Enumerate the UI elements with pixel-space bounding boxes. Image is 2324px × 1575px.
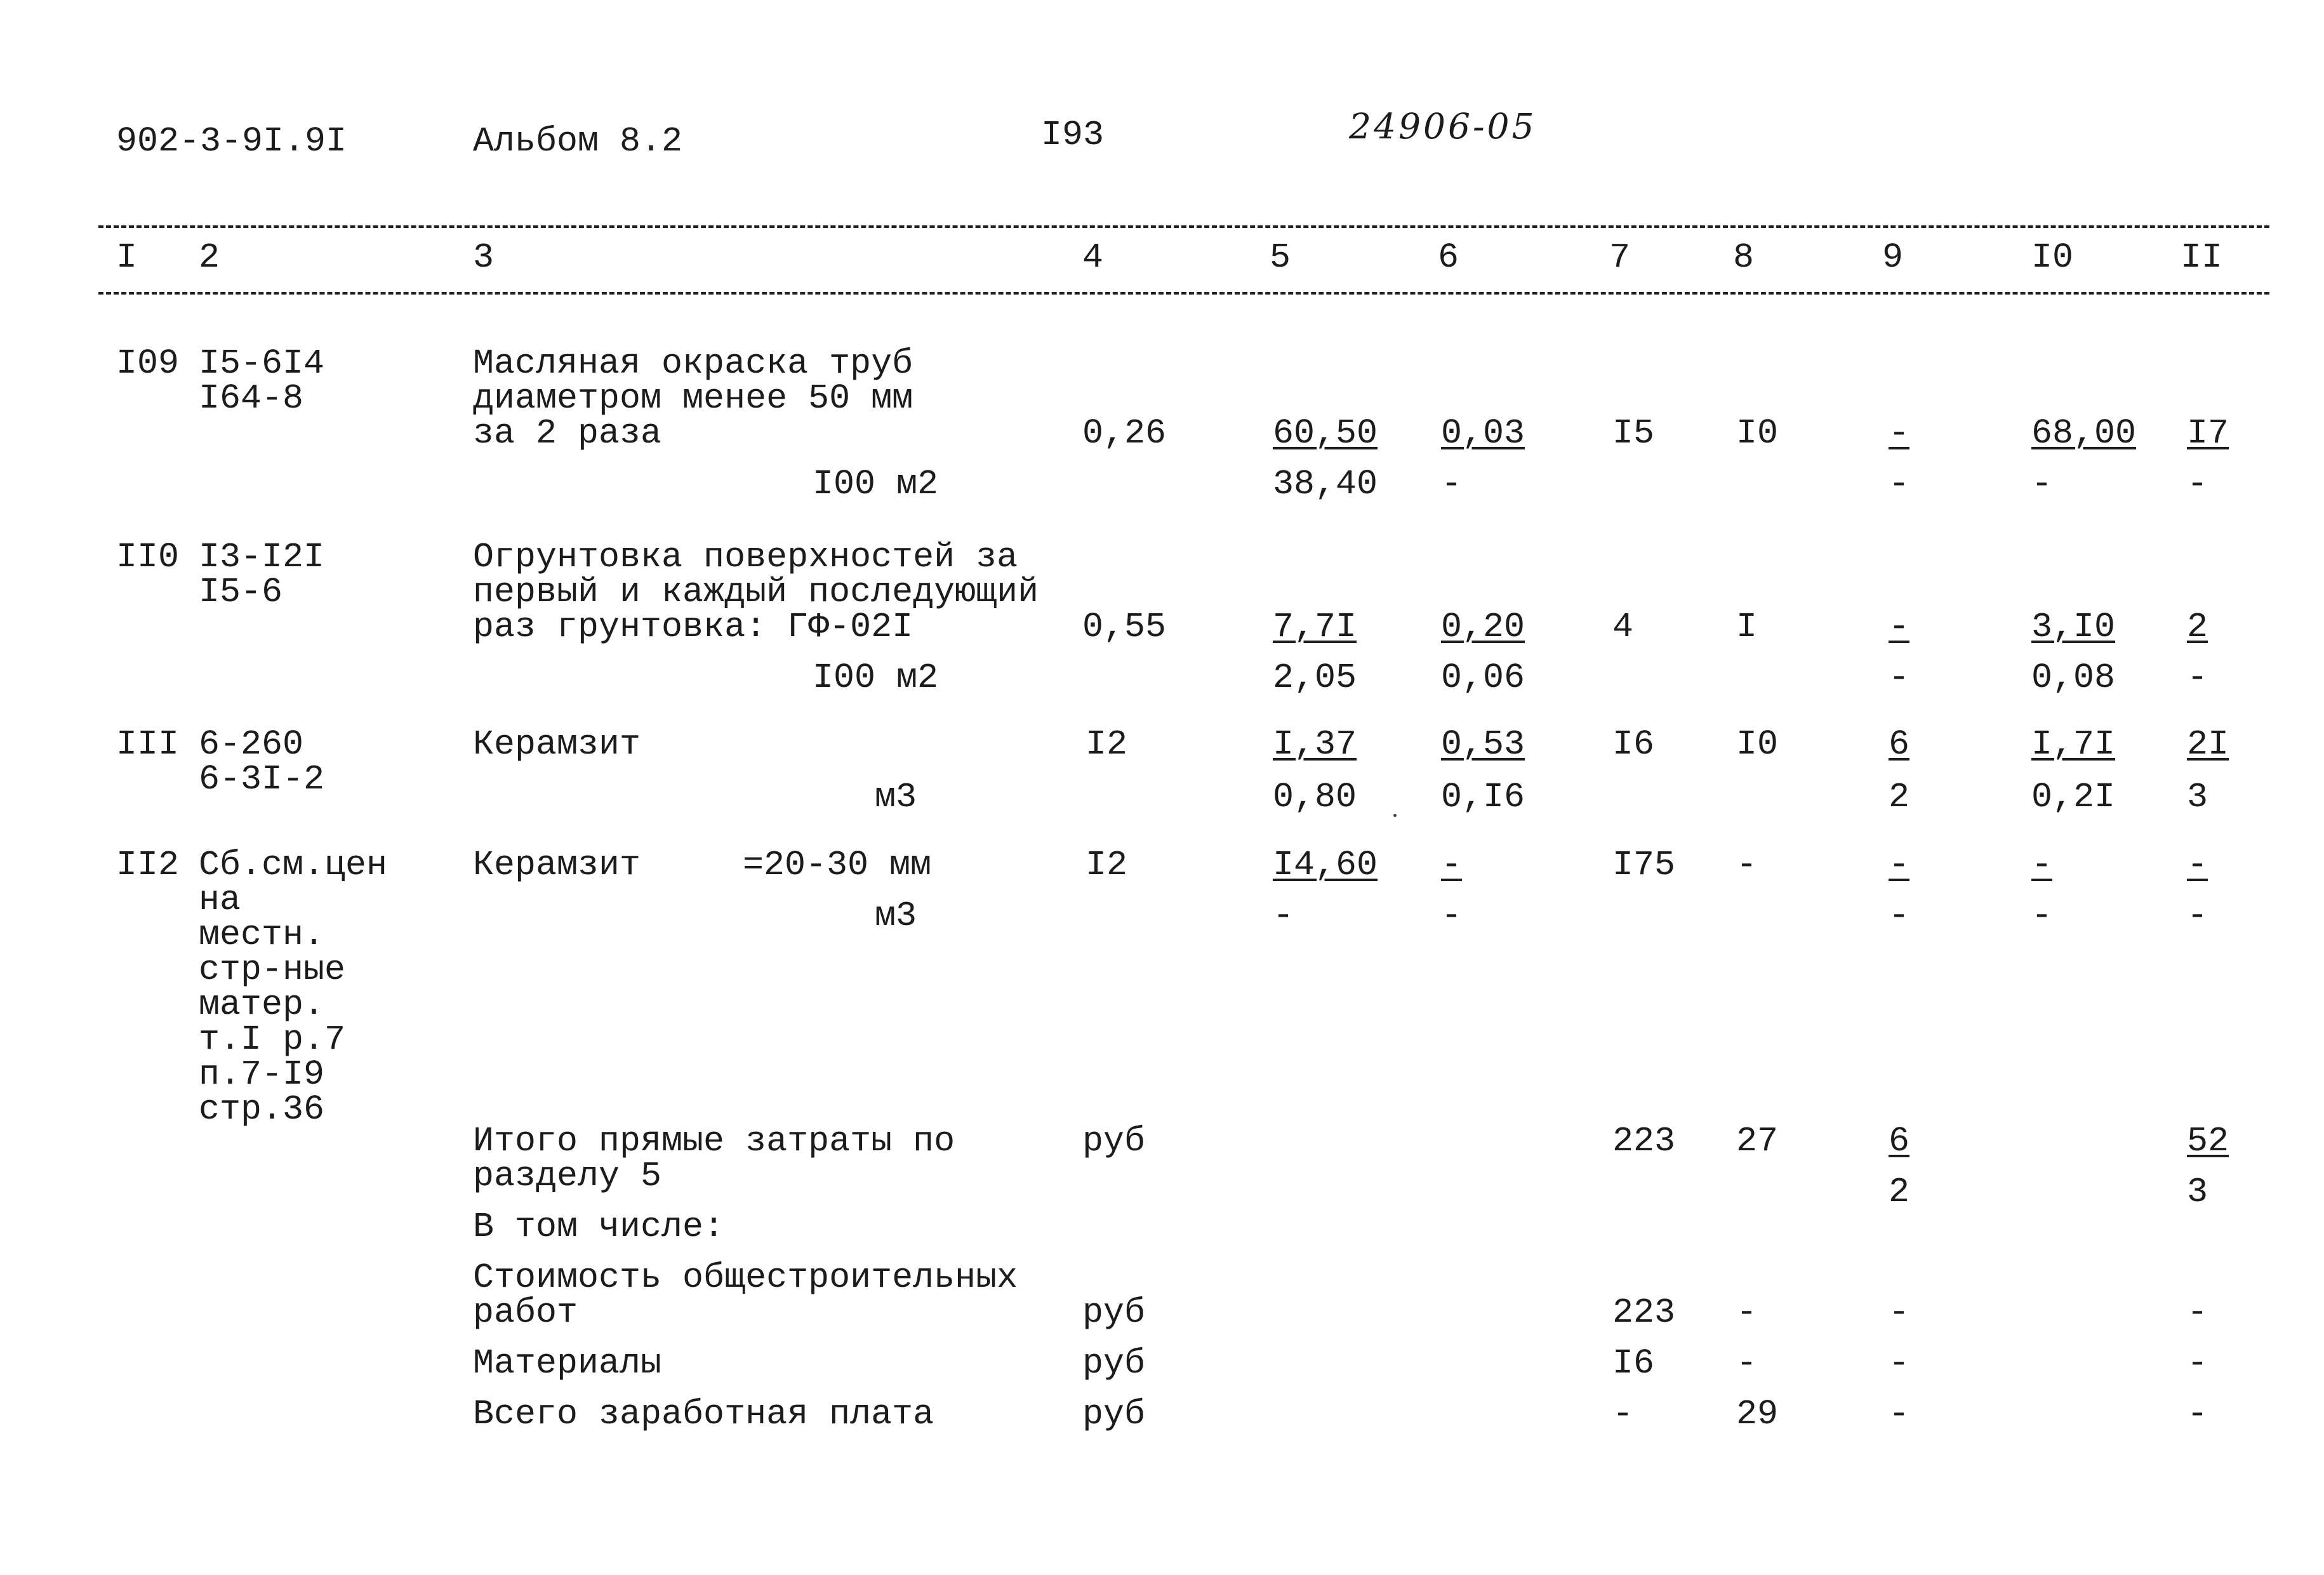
cell-col9-bottom: - [1889,464,1910,504]
totals-col8: 29 [1736,1394,1779,1434]
cell-col10-bottom: 0,08 [2031,658,2116,698]
cell-col5-bottom: 0,80 [1273,777,1357,817]
totals-col7: 223 [1612,1293,1676,1332]
cell-col6-bottom: - [1441,896,1463,936]
cell-col10-top: I,7I [2031,724,2116,764]
cell-col10-bottom: 0,2I [2031,777,2116,817]
cell-col9-top: - [1889,413,1910,453]
handwritten-code: 24906-05 [1349,106,1537,147]
column-header: I [116,237,138,277]
column-header: 6 [1438,237,1459,277]
cell-col6-top: 0,53 [1441,724,1525,764]
cell-col5-top: 7,7I [1273,607,1357,647]
cell-col11-top: - [2187,845,2208,885]
cell-col5-bottom: 38,40 [1273,464,1378,504]
row-description: диаметром менее 50 мм [473,378,913,418]
row-quantity: 0,55 [1082,607,1167,647]
cell-col9-bottom: - [1889,896,1910,936]
row-number: I09 [116,343,180,383]
column-header: 2 [199,237,220,277]
cell-col5-top: I4,60 [1273,845,1378,885]
cell-col5-top: 60,50 [1273,413,1378,453]
cell-col8: I0 [1736,413,1779,453]
row-code: стр.36 [199,1089,325,1129]
header-bottom-rule [98,292,2269,295]
scan-speck [1393,814,1397,817]
row-quantity: I2 [1086,845,1128,885]
row-number: II0 [116,537,180,577]
row-quantity: I2 [1086,724,1128,764]
totals-col7: 223 [1612,1121,1676,1161]
row-description: Огрунтовка поверхностей за [473,537,1018,577]
column-header: 4 [1082,237,1104,277]
row-code: стр-ные [199,950,346,990]
totals-col11-top: 52 [2187,1121,2229,1161]
cell-col6-bottom: 0,I6 [1441,777,1525,817]
cell-col5-bottom: 2,05 [1273,658,1357,698]
row-unit: I00 м2 [813,464,939,504]
totals-col9: - [1889,1394,1910,1434]
row-code: 6-260 [199,724,304,764]
cell-col10-bottom: - [2031,464,2053,504]
row-number: III [116,724,180,764]
cell-col10-top: 68,00 [2031,413,2137,453]
totals-col11: - [2187,1293,2208,1332]
totals-col7: - [1612,1394,1634,1434]
totals-col11-bottom: 3 [2187,1172,2208,1212]
cell-col6-bottom: 0,06 [1441,658,1525,698]
totals-col9: - [1889,1293,1910,1332]
row-code: I3-I2I [199,537,325,577]
row-unit: I00 м2 [813,658,939,698]
row-code: на [199,880,241,920]
row-code: местн. [199,915,325,955]
row-description: Керамзит [473,845,641,885]
totals-label: Всего заработная плата [473,1394,934,1434]
cell-col6-bottom: - [1441,464,1463,504]
cell-col8: I [1736,607,1758,647]
cell-col9-top: - [1889,845,1910,885]
row-number: II2 [116,845,180,885]
cell-col6-top: 0,03 [1441,413,1525,453]
including-label: В том числе: [473,1207,725,1247]
totals-col9-bottom: 2 [1889,1172,1910,1212]
row-description: за 2 раза [473,413,662,453]
row-code: I5-6 [199,572,283,612]
row-code: I64-8 [199,378,304,418]
totals-col8: - [1736,1343,1758,1383]
totals-label: работ [473,1293,578,1332]
totals-col11: - [2187,1343,2208,1383]
cell-col10-top: 3,I0 [2031,607,2116,647]
cell-col11-top: 2 [2187,607,2208,647]
cell-col8: I0 [1736,724,1779,764]
cell-col9-bottom: - [1889,658,1910,698]
cell-col5-bottom: - [1273,896,1294,936]
cell-col7: I5 [1612,413,1655,453]
totals-col9-top: 6 [1889,1121,1910,1161]
totals-label: Материалы [473,1343,662,1383]
row-description: первый и каждый последующий [473,572,1039,612]
header-top-rule [98,225,2269,228]
row-description: Масляная окраска труб [473,343,913,383]
column-header: 7 [1609,237,1631,277]
album-label: Альбом 8.2 [473,121,683,161]
row-description: Керамзит [473,724,641,764]
cell-col9-top: - [1889,607,1910,647]
cell-col7: I75 [1612,845,1676,885]
column-header: 8 [1733,237,1755,277]
cell-col11-top: 2I [2187,724,2229,764]
column-header: 3 [473,237,495,277]
column-header: II [2181,237,2223,277]
totals-unit: руб [1082,1121,1146,1161]
row-code: матер. [199,985,325,1025]
totals-col7: I6 [1612,1343,1655,1383]
column-header: 9 [1882,237,1904,277]
row-code: Сб.см.цен [199,845,388,885]
column-header: 5 [1270,237,1291,277]
totals-col8: - [1736,1293,1758,1332]
row-code: 6-3I-2 [199,759,325,799]
cell-col11-bottom: 3 [2187,777,2208,817]
totals-unit: руб [1082,1394,1146,1434]
row-quantity: 0,26 [1082,413,1167,453]
cell-col9-top: 6 [1889,724,1910,764]
cell-col6-top: 0,20 [1441,607,1525,647]
cell-col10-bottom: - [2031,896,2053,936]
row-unit: м3 [875,896,917,936]
cell-col5-top: I,37 [1273,724,1357,764]
row-unit: м3 [875,777,917,817]
document-code: 902-3-9I.9I [116,121,347,161]
row-description: раз грунтовка: ГФ-02I [473,607,913,647]
row-code: т.I р.7 [199,1020,346,1060]
page-number: I93 [1041,115,1105,155]
totals-label: Итого прямые затраты по [473,1121,955,1161]
row-code: I5-6I4 [199,343,325,383]
cell-col7: 4 [1612,607,1634,647]
cell-col11-bottom: - [2187,658,2208,698]
totals-label: Стоимость общестроительных [473,1258,1018,1298]
cell-col10-top: - [2031,845,2053,885]
cell-col11-top: I7 [2187,413,2229,453]
column-header: I0 [2031,237,2074,277]
totals-unit: руб [1082,1293,1146,1332]
totals-col9: - [1889,1343,1910,1383]
cell-col8: - [1736,845,1758,885]
cell-col11-bottom: - [2187,896,2208,936]
totals-col11: - [2187,1394,2208,1434]
cell-col7: I6 [1612,724,1655,764]
cell-col11-bottom: - [2187,464,2208,504]
totals-unit: руб [1082,1343,1146,1383]
row-code: п.7-I9 [199,1054,325,1094]
row-description: =20-30 мм [743,845,932,885]
totals-col8: 27 [1736,1121,1779,1161]
cell-col6-top: - [1441,845,1463,885]
totals-label: разделу 5 [473,1156,662,1196]
cell-col9-bottom: 2 [1889,777,1910,817]
